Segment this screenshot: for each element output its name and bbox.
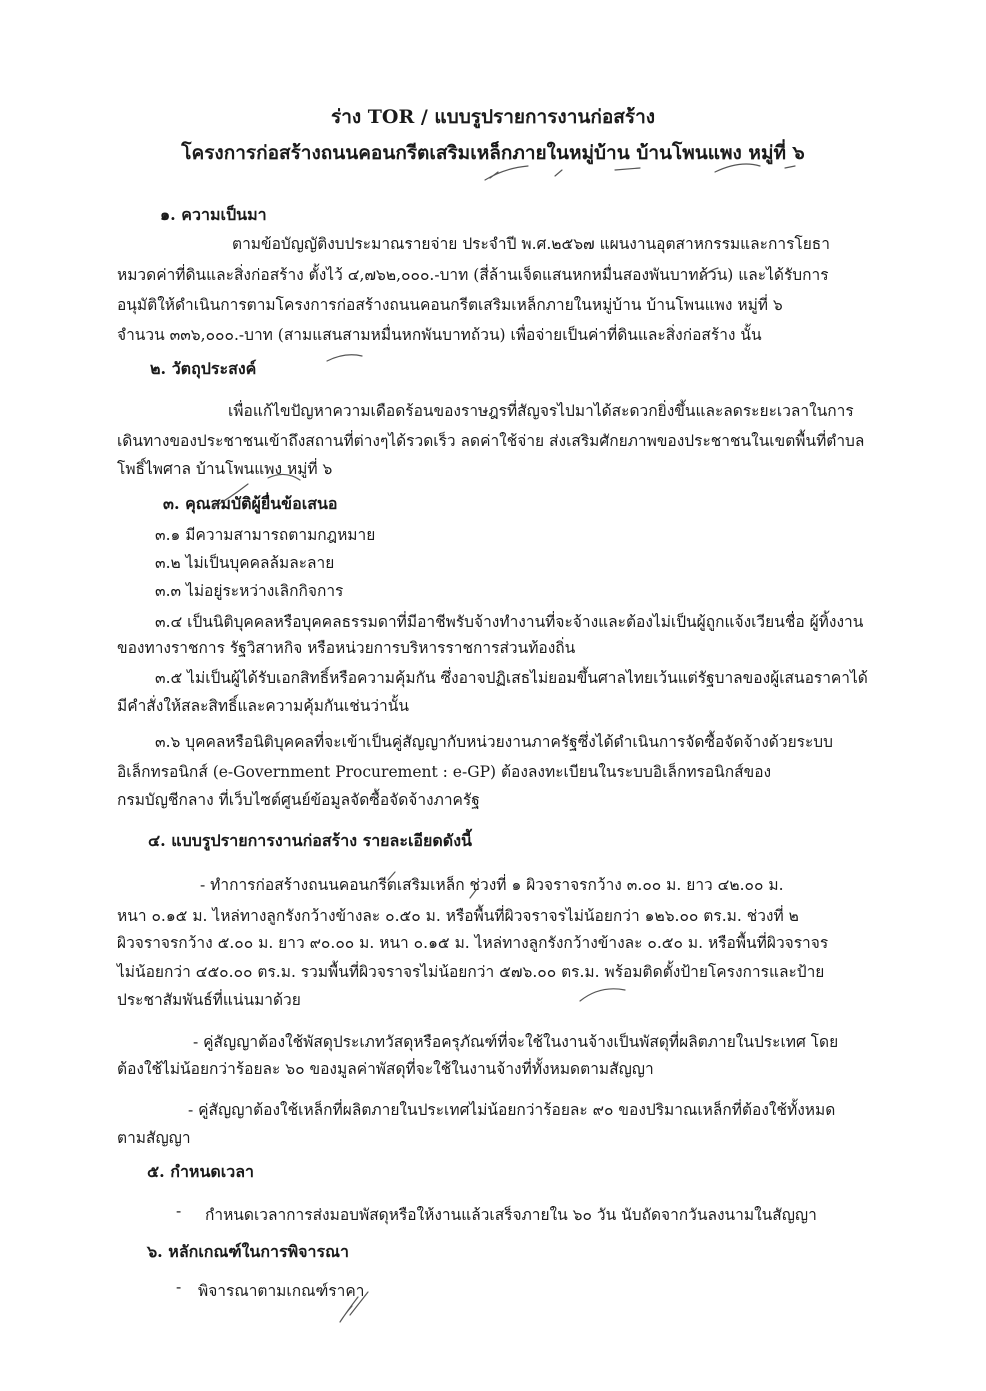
spec-line: หนา ๐.๑๕ ม. ไหล่ทางลูกรังกว้างข้างละ ๐.๕๐ ม. หรือพื้นที่ผิวจราจรไม่น้อยกว่า ๑๒๖.๐๐ ตร.ม. ช่วงที่ ๒ <box>117 907 799 925</box>
spec-line: - คู่สัญญาต้องใช้เหล็กที่ผลิตภายในประเทศไม่น้อยกว่าร้อยละ ๙๐ ของปริมาณเหล็กที่ต้องใช้ทั้งหมด <box>188 1101 836 1119</box>
criteria-text: พิจารณาตามเกณฑ์ราคา <box>198 1282 365 1300</box>
spec-line: ไม่น้อยกว่า ๔๕๐.๐๐ ตร.ม. รวมพื้นที่ผิวจราจรไม่น้อยกว่า ๕๗๖.๐๐ ตร.ม. พร้อมติดตั้งป้ายโครงการและป้าย <box>117 963 825 981</box>
section-1-line-2: หมวดค่าที่ดินและสิ่งก่อสร้าง ตั้งไว้ ๔,๗๖๒,๐๐๐.-บาท (สี่ล้านเจ็ดแสนหกหมื่นสองพันบาทถ้วน) และได้รับการ <box>117 266 829 284</box>
spec-line: ตามสัญญา <box>117 1129 191 1147</box>
deadline-text: กำหนดเวลาการส่งมอบพัสดุหรือให้งานแล้วเสร็จภายใน ๖๐ วัน นับถัดจากวันลงนามในสัญญา <box>205 1206 817 1224</box>
section-4-heading: ๔. แบบรูปรายการงานก่อสร้าง รายละเอียดดังนี้ <box>148 831 472 850</box>
qualification-item-cont: กรมบัญชีกลาง ที่เว็บไซต์ศูนย์ข้อมูลจัดซื้อจัดจ้างภาครัฐ <box>117 791 480 809</box>
section-2-line-2: เดินทางของประชาชนเข้าถึงสถานที่ต่างๆได้รวดเร็ว ลดค่าใช้จ่าย ส่งเสริมศักยภาพของประชาชนในเขตพื้นที่ตำบล <box>117 432 865 450</box>
spec-line: - คู่สัญญาต้องใช้พัสดุประเภทวัสดุหรือครุภัณฑ์ที่จะใช้ในงานจ้างเป็นพัสดุที่ผลิตภายในประเทศ โดย <box>193 1033 839 1051</box>
bullet-dash: - <box>176 1278 182 1296</box>
section-3-heading: ๓. คุณสมบัติผู้ยื่นข้อเสนอ <box>163 494 338 513</box>
section-6-heading: ๖. หลักเกณฑ์ในการพิจารณา <box>147 1242 349 1261</box>
qualification-item: ๓.๑ มีความสามารถตามกฎหมาย <box>155 526 376 544</box>
section-2-line-1: เพื่อแก้ไขปัญหาความเดือดร้อนของราษฎรที่สัญจรไปมาได้สะดวกยิ่งขึ้นและลดระยะเวลาในการ <box>228 402 854 420</box>
qualification-item: ๓.๒ ไม่เป็นบุคคลล้มละลาย <box>155 554 335 572</box>
section-2-line-3: โพธิ์ไพศาล บ้านโพนแพง หมู่ที่ ๖ <box>117 460 333 478</box>
spec-line: ประชาสัมพันธ์ที่แน่นมาด้วย <box>117 991 301 1009</box>
spec-line: ผิวจราจรกว้าง ๕.๐๐ ม. ยาว ๙๐.๐๐ ม. หนา ๐.๑๕ ม. ไหล่ทางลูกรังกว้างข้างละ ๐.๕๐ ม. หรือพื้นที่ผิวจราจร <box>117 934 829 952</box>
document-title: ร่าง TOR / แบบรูปรายการงานก่อสร้าง <box>330 106 656 128</box>
section-5-heading: ๕. กำหนดเวลา <box>147 1162 255 1181</box>
qualification-item-cont: มีคำสั่งให้สละสิทธิ์และความคุ้มกันเช่นว่านั้น <box>117 697 409 715</box>
section-2-heading: ๒. วัตถุประสงค์ <box>150 359 257 378</box>
project-title: โครงการก่อสร้างถนนคอนกรีตเสริมเหล็กภายในหมู่บ้าน บ้านโพนแพง หมู่ที่ ๖ <box>181 142 805 164</box>
qualification-item: ๓.๔ เป็นนิติบุคคลหรือบุคคลธรรมดาที่มีอาชีพรับจ้างทำงานที่จะจ้างและต้องไม่เป็นผู้ถูกแจ้งเวียนชื่อ ผู้ทิ้งงาน <box>155 613 864 631</box>
qualification-item-cont: อิเล็กทรอนิกส์ (e-Government Procurement : e-GP) ต้องลงทะเบียนในระบบอิเล็กทรอนิกส์ของ <box>117 763 772 781</box>
qualification-item: ๓.๖ บุคคลหรือนิติบุคคลที่จะเข้าเป็นคู่สัญญากับหน่วยงานภาครัฐซึ่งได้ดำเนินการจัดซื้อจัดจ้างด้วยระบบ <box>155 733 833 751</box>
qualification-item: ๓.๕ ไม่เป็นผู้ได้รับเอกสิทธิ์หรือความคุ้มกัน ซึ่งอาจปฏิเสธไม่ยอมขึ้นศาลไทยเว้นแต่รัฐบาลของผู้เสนอราคาได้ <box>155 669 868 687</box>
section-1-heading: ๑. ความเป็นมา <box>160 205 267 224</box>
qualification-item-cont: ของทางราชการ รัฐวิสาหกิจ หรือหน่วยการบริหารราชการส่วนท้องถิ่น <box>117 639 576 657</box>
section-1-line-4: จำนวน ๓๓๖,๐๐๐.-บาท (สามแสนสามหมื่นหกพันบาทถ้วน) เพื่อจ่ายเป็นค่าที่ดินและสิ่งก่อสร้าง นั้น <box>117 326 762 344</box>
bullet-dash: - <box>176 1202 182 1220</box>
section-1-line-3: อนุมัติให้ดำเนินการตามโครงการก่อสร้างถนนคอนกรีตเสริมเหล็กภายในหมู่บ้าน บ้านโพนแพง หมู่ที่ ๖ <box>117 296 783 314</box>
qualification-item: ๓.๓ ไม่อยู่ระหว่างเลิกกิจการ <box>155 582 344 600</box>
section-1-line-1: ตามข้อบัญญัติงบประมาณรายจ่าย ประจำปี พ.ศ.๒๕๖๗ แผนงานอุตสาหกรรมและการโยธา <box>232 235 830 253</box>
spec-line: - ทำการก่อสร้างถนนคอนกรีตเสริมเหล็ก ช่วงที่ ๑ ผิวจราจรกว้าง ๓.๐๐ ม. ยาว ๔๒.๐๐ ม. <box>200 876 784 894</box>
spec-line: ต้องใช้ไม่น้อยกว่าร้อยละ ๖๐ ของมูลค่าพัสดุที่จะใช้ในงานจ้างที่ทั้งหมดตามสัญญา <box>117 1060 654 1078</box>
